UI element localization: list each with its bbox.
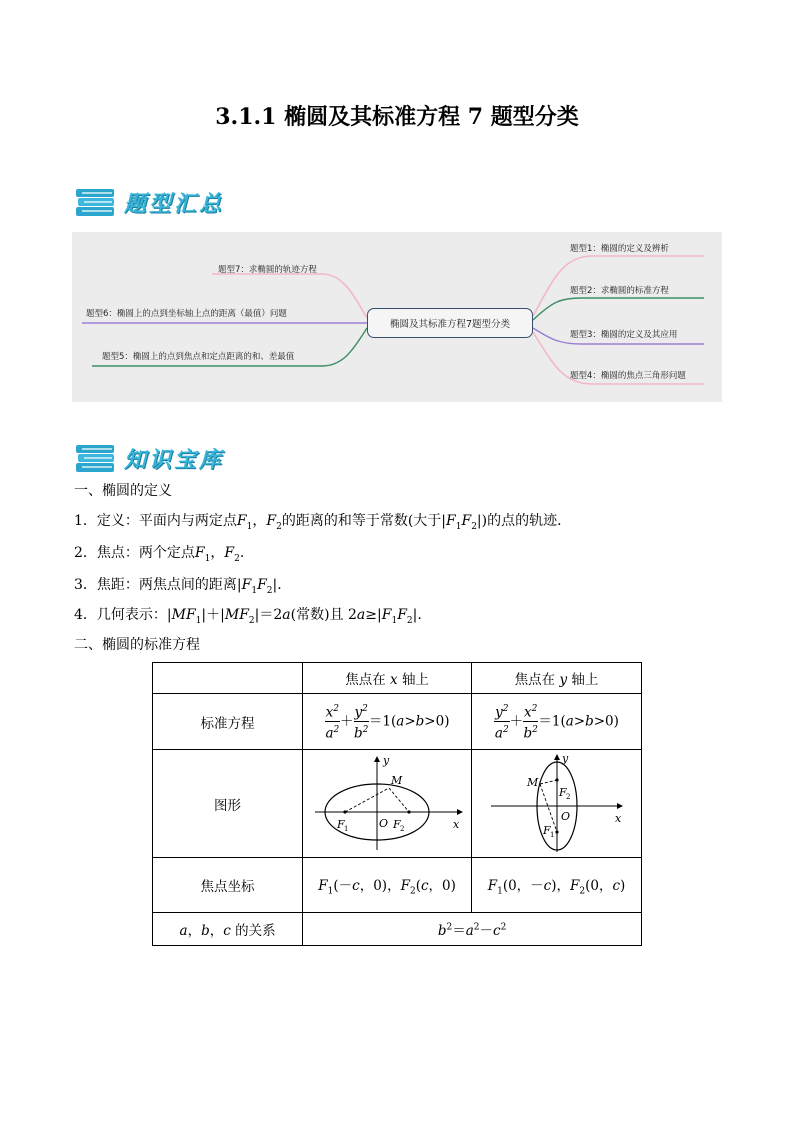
svg-text:2: 2: [400, 824, 405, 833]
svg-text:F: F: [558, 785, 567, 799]
equation-x-axis: $\frac{x^2}{a^2}$ ＋ $\frac{y^2}{b^2}$ ＝1(a>b>0): [303, 694, 472, 750]
mind-map-node-2: 题型2：求椭圆的标准方程: [570, 286, 669, 296]
figure-y-axis-ellipse: [472, 750, 642, 858]
table-header-y-axis: 焦点在 y 轴上: [472, 663, 642, 694]
item-geometric: 4．几何表示：$|MF_1|+|MF_2|=2a$(常数)且 $2a\ge|F_1F_2|$.: [74, 607, 422, 626]
mind-map-node-7: 题型7：求椭圆的轨迹方程: [218, 265, 317, 275]
heading-definition: 一、椭圆的定义: [74, 483, 172, 499]
item-foci: 2．焦点：两个定点$F_1$，$F_2$.: [74, 545, 245, 564]
heading-standard-equation: 二、椭圆的标准方程: [74, 637, 200, 653]
foci-x-axis: $F_1(-c$，0)，$F_2(c$，0): [303, 858, 472, 913]
table-row: [153, 694, 642, 750]
svg-text:1: 1: [549, 830, 554, 839]
foci-y-axis: $F_1(0$，－c)，$F_2(0$，c): [472, 858, 642, 913]
mind-map-node-6: 题型6：椭圆上的点到坐标轴上点的距离（最值）问题: [86, 309, 287, 319]
section-label: 题型汇总: [124, 190, 225, 217]
svg-text:1: 1: [344, 824, 349, 833]
svg-text:x: x: [453, 817, 460, 831]
svg-text:O: O: [560, 809, 570, 823]
relation-formula: $b^2=a^2-c^2$: [303, 913, 642, 946]
svg-text:2: 2: [565, 792, 570, 801]
row-label-figure: 图形: [153, 750, 303, 858]
ellipse-diagram-horizontal: [307, 754, 467, 854]
svg-text:y: y: [383, 753, 390, 767]
table-header-x-axis: 焦点在 x 轴上: [303, 663, 472, 694]
svg-text:M: M: [526, 775, 538, 789]
table-row: [153, 913, 642, 946]
row-label-foci: 焦点坐标: [153, 858, 303, 913]
svg-text:F: F: [542, 823, 551, 837]
mind-map-node-5: 题型5：椭圆上的点到焦点和定点距离的和、差最值: [102, 352, 295, 362]
svg-text:F: F: [337, 817, 345, 831]
table-cell-empty: [153, 663, 303, 694]
mind-map-center: 椭圆及其标准方程7题型分类: [367, 308, 533, 338]
section-header-summary: [74, 182, 224, 222]
svg-text:x: x: [614, 811, 621, 825]
section-label: 知识宝库: [124, 446, 225, 473]
section-header-knowledge: [74, 438, 224, 478]
ellipse-diagram-vertical: [477, 752, 637, 856]
mind-map-node-4: 题型4：椭圆的焦点三角形问题: [570, 371, 686, 381]
mind-map-node-3: 题型3：椭圆的定义及其应用: [570, 330, 678, 340]
item-focal-distance: 3．焦距：两焦点间的距离$|F_1F_2|$.: [74, 577, 282, 596]
page-title: 3.1.1 椭圆及其标准方程 7 题型分类: [215, 104, 579, 130]
figure-x-axis-ellipse: [303, 750, 472, 858]
svg-text:O: O: [379, 816, 389, 830]
svg-text:y: y: [561, 751, 568, 765]
row-label-relation: a，b，c 的关系: [153, 913, 303, 946]
mind-map-node-1: 题型1：椭圆的定义及辨析: [570, 244, 669, 254]
table-row: [153, 858, 642, 913]
row-label-equation: 标准方程: [153, 694, 303, 750]
svg-text:F: F: [393, 817, 401, 831]
item-definition: 1．定义：平面内与两定点$F_1$，$F_2$的距离的和等于常数(大于$|F_1F_2|$)的点的轨迹．: [74, 513, 572, 532]
table-row: [153, 663, 642, 694]
books-icon: [74, 441, 116, 475]
equation-y-axis: $\frac{y^2}{a^2}$ ＋ $\frac{x^2}{b^2}$ ＝1(a>b>0): [472, 694, 642, 750]
mind-map: [72, 232, 722, 402]
table-row: [153, 750, 642, 858]
svg-text:M: M: [391, 773, 403, 787]
books-icon: [74, 185, 116, 219]
standard-equation-table: [152, 662, 642, 946]
